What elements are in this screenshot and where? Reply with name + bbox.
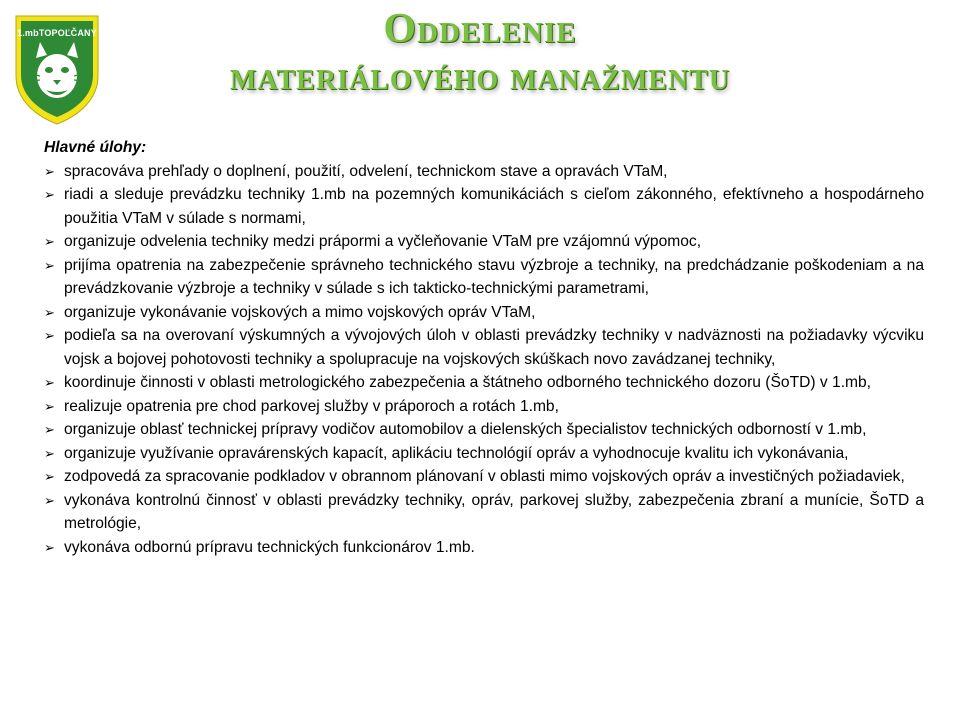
arrow-bullet-icon: ➢ bbox=[44, 257, 55, 273]
list-item-text: spracováva prehľady o doplnení, použití, odvelení, technickom stave a opravách VTaM, bbox=[64, 162, 668, 180]
arrow-bullet-icon: ➢ bbox=[44, 234, 55, 249]
list-item bbox=[44, 230, 924, 254]
arrow-bullet-icon: ➢ bbox=[44, 445, 55, 461]
page-title bbox=[0, 8, 960, 96]
list-item bbox=[44, 160, 924, 184]
list-item-text: prijíma opatrenia na zabezpečenie správneho technického stavu výzbroje a techniky, na predchádzanie poškodeniam a na prevádzkovanie výzbroje a techniky v súlade s ich takticko-technickými parametrami, bbox=[64, 256, 924, 297]
arrow-bullet-icon: ➢ bbox=[44, 422, 55, 437]
list-item-text: vykonáva odbornú prípravu technických funkcionárov 1.mb. bbox=[64, 538, 475, 556]
tasks-heading: Hlavné úlohy: bbox=[44, 139, 147, 156]
list-item bbox=[44, 465, 924, 489]
list-item bbox=[44, 489, 924, 536]
title-line-2: materiálového manažmentu bbox=[229, 53, 731, 98]
list-item bbox=[44, 254, 924, 301]
list-item-text: zodpovedá za spracovanie podkladov v obrannom plánovaní v oblasti mimo vojskových opráv a investičných požiadaviek, bbox=[64, 468, 905, 485]
list-item-text: organizuje oblasť technickej prípravy vodičov automobilov a dielenských špecialistov technických odborností v 1.mb, bbox=[64, 421, 867, 438]
arrow-bullet-icon: ➢ bbox=[44, 469, 55, 484]
list-item-text: organizuje využívanie opravárenských kapacít, aplikáciu technológií opráv a vyhodnocuje kvalitu ich vykonávania, bbox=[64, 444, 849, 462]
tasks-section bbox=[44, 136, 924, 559]
list-item-text: riadi a sleduje prevádzku techniky 1.mb na pozemných komunikáciách s cieľom zákonného, efektívneho a hospodárneho použitia VTaM v súlade s normami, bbox=[64, 186, 924, 227]
list-item bbox=[44, 536, 924, 560]
list-item-text: podieľa sa na overovaní výskumných a vývojových úloh v oblasti prevádzky techniky v nadväznosti na požiadavky výcviku vojsk a bojovej pohotovosti techniky a spolupracuje na vojskových skúškach novo zavádzanej techniky, bbox=[64, 327, 924, 368]
arrow-bullet-icon: ➢ bbox=[44, 328, 55, 343]
list-item bbox=[44, 324, 924, 371]
emblem-label: 1.mbTOPOĽČANY bbox=[17, 28, 97, 38]
arrow-bullet-icon: ➢ bbox=[44, 163, 55, 179]
list-item-text: organizuje vykonávanie vojskových a mimo vojskových opráv VTaM, bbox=[64, 303, 536, 321]
list-item bbox=[44, 395, 924, 419]
arrow-bullet-icon: ➢ bbox=[44, 187, 55, 202]
arrow-bullet-icon: ➢ bbox=[44, 375, 55, 390]
list-item-text: realizuje opatrenia pre chod parkovej služby v práporoch a rotách 1.mb, bbox=[64, 397, 559, 415]
list-item-text: koordinuje činnosti v oblasti metrologického zabezpečenia a štátneho odborného technického dozoru (ŠoTD) v 1.mb, bbox=[64, 374, 872, 391]
arrow-bullet-icon: ➢ bbox=[44, 492, 55, 508]
list-item-text: vykonáva kontrolnú činnosť v oblasti prevádzky techniky, opráv, parkovej služby, zabezpečenia zbraní a munície, ŠoTD a metrológie, bbox=[64, 491, 924, 532]
list-item bbox=[44, 371, 924, 395]
list-item bbox=[44, 301, 924, 325]
list-item bbox=[44, 442, 924, 466]
arrow-bullet-icon: ➢ bbox=[44, 398, 55, 414]
list-item bbox=[44, 183, 924, 230]
list-item bbox=[44, 418, 924, 442]
arrow-bullet-icon: ➢ bbox=[44, 304, 55, 320]
list-item-text: organizuje odvelenia techniky medzi prápormi a vyčleňovanie VTaM pre vzájomnú výpomoc, bbox=[64, 233, 702, 250]
title-line-1: Oddelenie bbox=[383, 6, 577, 52]
arrow-bullet-icon: ➢ bbox=[44, 539, 55, 555]
